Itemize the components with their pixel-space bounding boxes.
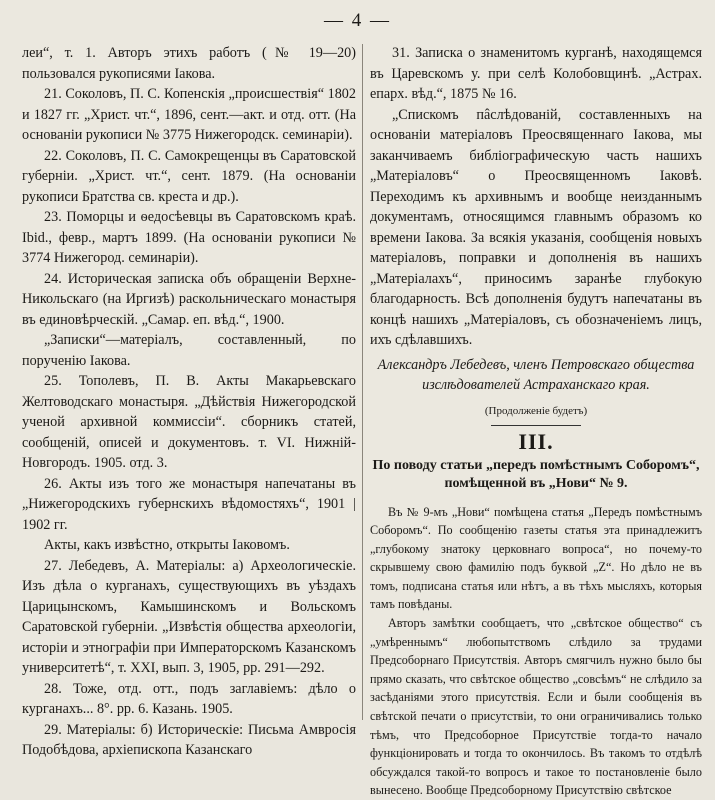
paragraph: 23. Поморцы и ѳедосѣевцы въ Саратовскомъ краѣ. Ibid., февр., мартъ 1899. (На основаніи рукописи № 3774 Нижегород. семинаріи). (22, 207, 356, 269)
paragraph: 24. Историческая записка объ обращеніи Верхне-Никольскаго (на Иргизѣ) раскольническаго монастыря въ единовѣрческій. „Самар. еп. вѣд.“, 1900. (22, 269, 356, 331)
section-title: По поводу статьи „передъ помѣстнымъ Соборомъ“, помѣщенной въ „Нови“ № 9. (370, 457, 702, 493)
continuation-note: (Продолженіе будетъ) (370, 401, 702, 422)
section-body (370, 503, 702, 800)
left-column (22, 43, 356, 761)
paragraph: „Спискомъ пâслѣдованій, составленныхъ на основаніи матеріаловъ Преосвященнаго Iакова, мы заканчиваемъ библіографическую часть нашихъ „Матеріаловъ“ о Преосвященномъ Iаковѣ. Переходимъ къ архивнымъ и вообще неизданнымъ документамъ, относящимся главнымъ образомъ ко времени Iакова. За всякія указанія, сообщенія новыхъ матеріаловъ, поправки и дополненія въ нашихъ „Матеріалахъ“, приносимъ заранѣе глубокую благодарность. Всѣ дополненія будутъ напечатаны въ концѣ нашихъ „Матеріаловъ, съ обозначеніемъ лицъ, ихъ сдѣлавшихъ. (370, 105, 702, 351)
paragraph: 25. Тополевъ, П. В. Акты Макарьевскаго Желтоводскаго монастыря. „Дѣйствія Нижегородской ученой архивной коммиссіи“. сборникъ статей, сообщеній, описей и документовъ. т. VI. Нижній-Новгородъ. 1905. отд. 3. (22, 371, 356, 474)
paragraph: 21. Соколовъ, П. С. Копенскія „происшествія“ 1802 и 1827 гг. „Христ. чт.“, 1896, сент.—акт. и отд. отт. (На основаніи рукописи № 3775 Нижегородск. семинаріи). (22, 84, 356, 146)
paragraph: 29. Матеріалы: б) Историческіе: Письма Амвросія Подобѣдова, архіепископа Казанскаго (22, 720, 356, 761)
paragraph: 26. Акты изъ того же монастыря напечатаны въ „Нижегородскихъ губернскихъ вѣдомостяхъ“, 1901 | 1902 гг. (22, 474, 356, 536)
paragraph: Въ № 9-мъ „Нови“ помѣщена статья „Передъ помѣстнымъ Соборомъ“. По сообщенію газеты статья эта принадлежитъ „глубокому знатоку церковнаго вопроса“, но почему-то скрывшему свою фамилію подъ буквой „Z“. Но дѣло не въ томъ, подписана статья или нѣтъ, а въ тѣхъ мысляхъ, которыя тамъ повѣданы. (370, 503, 702, 615)
section-rule (491, 425, 581, 426)
paragraph: „Записки“—матеріалъ, составленный, по порученію Iакова. (22, 330, 356, 371)
paragraph: Акты, какъ извѣстно, открыты Iаковомъ. (22, 535, 356, 556)
paragraph: 31. Записка о знаменитомъ курганѣ, находящемся въ Царевскомъ у. при селѣ Колобовщинѣ. „Астрах. епарх. вѣд.“, 1875 № 16. (370, 43, 702, 105)
paragraph: леи“, т. 1. Авторъ этихъ работъ (№ 19—20) пользовался рукописями Iакова. (22, 43, 356, 84)
page-number: — 4 — (0, 10, 715, 32)
section-number: III. (370, 432, 702, 453)
paragraph: 28. Тоже, отд. отт., подъ заглавіемъ: дѣло о курганахъ... 8°. рр. 6. Казань. 1905. (22, 679, 356, 720)
author-signature: Александръ Лебедевъ, членъ Петровскаго общества изслѣдователей Астраханскаго края. (370, 355, 702, 396)
paragraph: 22. Соколовъ, П. С. Самокрещенцы въ Саратовской губерніи. „Христ. чт.“, сент. 1879. (На основаніи рукописи Братства св. креста и др.). (22, 146, 356, 208)
right-column (370, 43, 702, 800)
column-divider (362, 44, 363, 720)
paragraph: 27. Лебедевъ, А. Матеріалы: а) Археологическіе. Изъ дѣла о курганахъ, существующихъ въ уѣздахъ Царицынскомъ, Камышинскомъ и Вольскомъ Саратовской губерніи. „Извѣстія общества археологіи, исторіи и этнографіи при Императорскомъ Казанскомъ университетѣ“, т. XXI, вып. 3, 1905, рр. 291—292. (22, 556, 356, 679)
paragraph: Авторъ замѣтки сообщаетъ, что „свѣтское общество“ съ „умѣреннымъ“ любопытствомъ слѣдило за трудами Предсоборнаго Присутствія. Авторъ смягчилъ нужно было бы прямо сказать, что свѣтское общество „совсѣмъ“ не слѣдило за засѣданіями этого присутствія. Если и были сообщенія въ свѣтской печати о присутствіи, то они ограничивались только тѣмъ, что Предсоборное Присутствіе тогда-то начало функціонировать и тогда то окончилось. Въ такомъ то отдѣлѣ обсуждался такой-то вопросъ и такое то постановленіе было вынесено. Вообще Предсоборному Присутствію свѣтское (370, 614, 702, 800)
